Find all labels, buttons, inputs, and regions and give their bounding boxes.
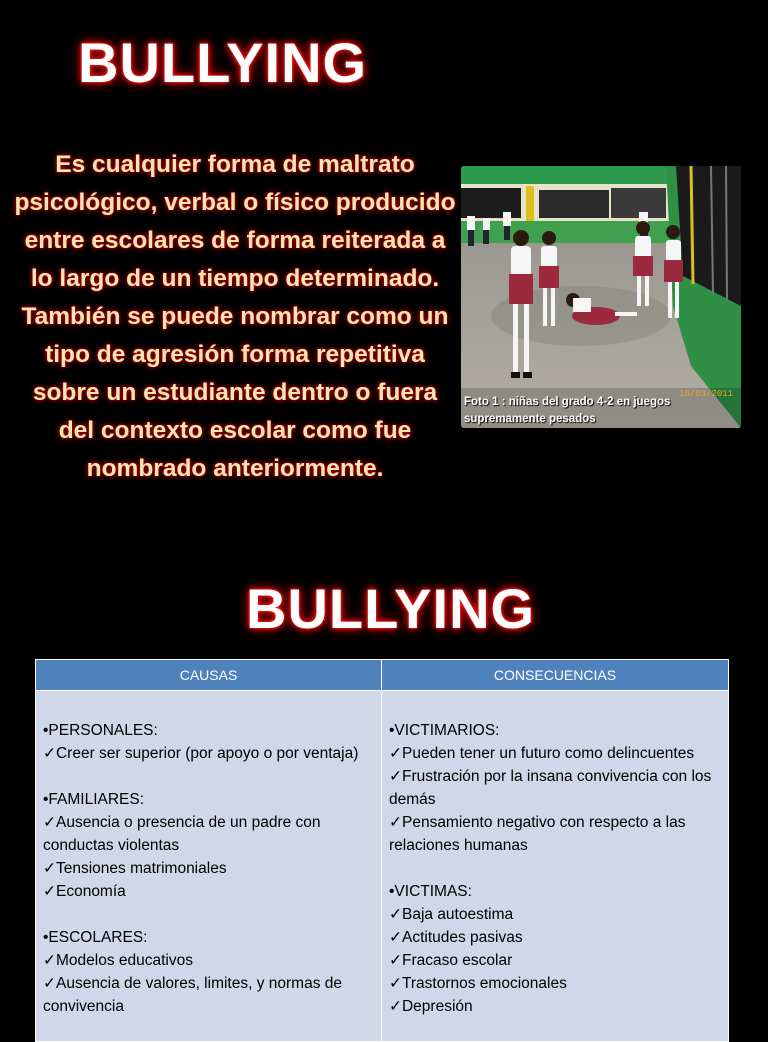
list-item: ✓Tensiones matrimoniales: [43, 860, 227, 877]
causas-group-escolares: [43, 926, 374, 1018]
causas-group-familiares: [43, 788, 374, 903]
group-title: •FAMILIARES:: [43, 791, 145, 808]
list-item: ✓Frustración por la insana convivencia con los demás: [389, 768, 712, 808]
group-title: •VICTIMARIOS:: [389, 722, 500, 739]
causes-consequences-table: [35, 659, 729, 1042]
consecuencias-cell: [382, 691, 729, 1042]
list-item: ✓Modelos educativos: [43, 952, 193, 969]
list-item: ✓Baja autoestima: [389, 906, 514, 923]
consecuencias-group-victimas: [389, 880, 721, 1018]
header-consecuencias: CONSECUENCIAS: [382, 660, 729, 691]
group-title: •ESCOLARES:: [43, 929, 148, 946]
list-item: ✓Trastornos emocionales: [389, 975, 567, 992]
list-item: ✓Ausencia de valores, limites, y normas de convivencia: [43, 975, 343, 1015]
causas-group-personales: [43, 719, 374, 765]
school-photo: [461, 166, 741, 428]
list-item: ✓Economía: [43, 883, 126, 900]
list-item: ✓Depresión: [389, 998, 473, 1015]
page-title: BULLYING: [78, 31, 368, 94]
group-title: •VICTIMAS:: [389, 883, 472, 900]
list-item: ✓Pensamiento negativo con respecto a las relaciones humanas: [389, 814, 686, 854]
causas-cell: [36, 691, 382, 1042]
bullying-definition: Es cualquier forma de maltrato psicológico, verbal o físico producido entre escolares de forma reiterada a lo largo de un tiempo determinado. También se puede nombrar como un tipo de agresión forma repetitiva sobre un estudiante dentro o fuera del contexto escolar como fue nombrado anteriormente.: [14, 151, 456, 482]
section-title: BULLYING: [246, 577, 536, 640]
consecuencias-group-victimarios: [389, 719, 721, 857]
list-item: ✓Ausencia o presencia de un padre con conductas violentas: [43, 814, 321, 854]
list-item: ✓Fracaso escolar: [389, 952, 513, 969]
photo-date-stamp: 10/03/2011: [679, 389, 734, 399]
group-title: •PERSONALES:: [43, 722, 158, 739]
list-item: ✓Actitudes pasivas: [389, 929, 523, 946]
list-item: ✓Pueden tener un futuro como delincuentes: [389, 745, 695, 762]
list-item: ✓Creer ser superior (por apoyo o por ventaja): [43, 745, 359, 762]
header-causas: CAUSAS: [36, 660, 382, 691]
photo-caption: Foto 1 : niñas del grado 4-2 en juegos supremamente pesados: [464, 396, 671, 425]
